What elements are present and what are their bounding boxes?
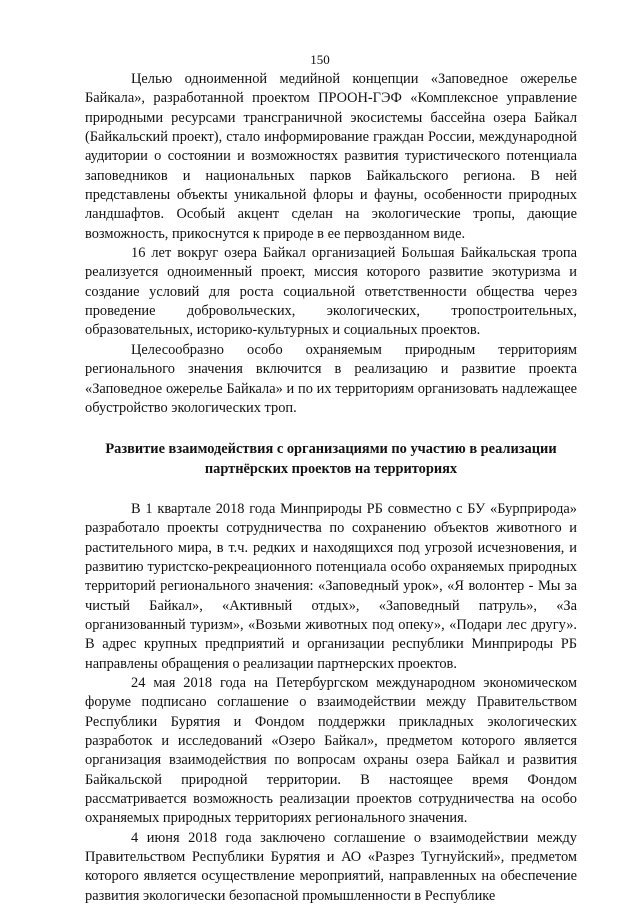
section-heading-line-2: партнёрских проектов на территориях [204, 460, 458, 477]
paragraph-baikal-trail: 16 лет вокруг озера Байкал организацией Большая Байкальская тропа реализуется одноименный проект, миссия которого развитие экотуризма и создание условий для роста социальной ответственности общества через проведение добровольческих, экологических, тропостроительных, образовательных, историко-культурных и социальных проектов. [85, 245, 577, 339]
paragraph-zapovednoe-ozherelie: Целью одноименной медийной концепции «Заповедное ожерелье Байкала», разработанной проектом ПРООН-ГЭФ «Комплексное управление природными ресурсами трансграничной экосистемы бассейна озера Байкал (Байкальский проект), стало информирование граждан России, международной аудитории о состоянии и возможностях развития туристического потенциала заповедников и национальных парков Байкальского региона. В ней представлены объекты уникальной флоры и фауны, особенности природных ландшафтов. Особый акцент сделан на экологические тропы, дающие возможность, прикоснутся к природе в ее первозданном виде. [85, 71, 577, 242]
page-number: 150 [310, 52, 330, 67]
section-heading-line-1: Развитие взаимодействия с организациями по участию в реализации [105, 441, 557, 458]
paragraph-tugnuy-agreement: 4 июня 2018 года заключено соглашение о взаимодействии между Правительством Республики Бурятия и АО «Разрез Тугнуйский», предметом которого является осуществление мероприятий, направленных на обеспечение развития экологически безопасной промышленности в Республике [85, 829, 577, 904]
paragraph-burpriroda-projects: В 1 квартале 2018 года Минприроды РБ совместно с БУ «Бурприрода» разработало проекты сотрудничества по сохранению объектов животного и растительного мира, в т.ч. редких и находящихся под угрозой исчезновения, и развитию туристско-рекреационного потенциала особо охраняемых природных территорий регионального значения: «Заповедный урок», «Я волонтер - Мы за чистый Байкал», «Активный отдых», «Заповедный патруль», «За организованный туризм», «Возьми животных под опеку», «Подари лес другу». В адрес крупных предприятий и организации республики Минприроды РБ направлены обращения о реализации партнерских проектов. [85, 500, 577, 672]
section-heading [85, 440, 577, 479]
paragraph-oopt-recommendation: Целесообразно особо охраняемым природным территориям регионального значения включится в реализацию и развитие проекта «Заповедное ожерелье Байкала» и по их территориям организовать надлежащее обустройство экологических троп. [85, 341, 577, 416]
body-text [85, 70, 577, 906]
paragraph-baikal-fund-agreement: 24 мая 2018 года на Петербургском международном экономическом форуме подписано соглашение о взаимодействии между Правительством Республики Бурятия и Фондом поддержки прикладных экологических разработок и исследований «Озеро Байкал», предметом которого является организация взаимодействия по вопросам охраны озера Байкал и развития Байкальской природной территории. В настоящее время Фондом рассматривается возможность реализации проектов сотрудничества на особо охраняемых природных территориях регионального значения. [85, 674, 577, 827]
